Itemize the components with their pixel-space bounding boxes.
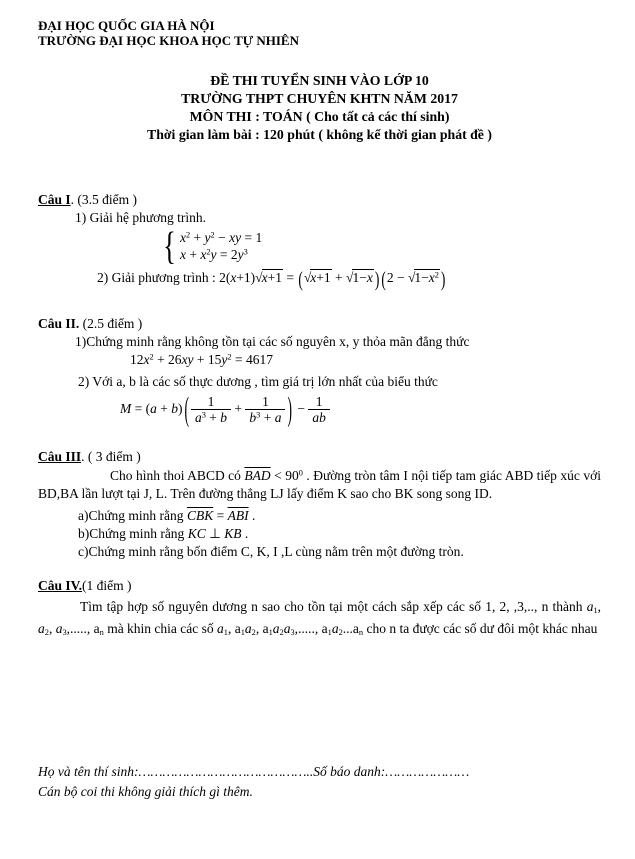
cau-2-points: (2.5 điểm ) (79, 315, 143, 331)
cau-2-item-1: 1)Chứng minh rằng không tồn tại các số nguyên x, y thỏa mãn đẳng thức (75, 334, 470, 350)
cau-3-heading (38, 448, 601, 466)
cau-4-label: Câu IV. (38, 578, 83, 594)
system-equation-1: $x^2 + y^2$ − xy = 1 (179, 230, 263, 246)
system-brace: { (163, 224, 176, 268)
exam-title-block (38, 72, 601, 144)
exam-duration-line: Thời gian làm bài : 120 phút ( không kể thời gian phát đề ) (147, 126, 492, 142)
cau-1-label: Câu I (38, 191, 71, 207)
cau-2-formula-M: M = (a + b) ( $\frac{1}{a^3 + b}$ + $\frac{1}{b^3 + a}$ ) − $\frac{1}{ab}$ (120, 394, 601, 426)
cau-1-item-1: 1) Giải hệ phương trình. (75, 210, 207, 225)
section-cau-1 (38, 191, 601, 289)
cau-3-points: . ( 3 điểm ) (81, 448, 141, 464)
cau-3-item-b: b)Chứng minh rằng KC ⊥ KB . (78, 525, 249, 541)
exam-title-line: ĐỀ THI TUYỂN SINH VÀO LỚP 10 (210, 73, 429, 89)
exam-footer (38, 762, 601, 803)
system-equations (180, 229, 262, 264)
candidate-name-and-id-line: Họ và tên thí sinh:……………………………………..Số báo danh:………………… (38, 764, 470, 779)
cau-3-problem-statement: Cho hình thoi ABCD có $\overline{BAD} < 90^0$ . Đường tròn tâm I nội tiếp tam giác ABD tiếp xúc với BD,BA lần lượt tại J, L. Trên đường thẳng LJ lấy điểm K sao cho BK song song ID. (38, 468, 602, 502)
cau-4-points: (1 điểm ) (82, 578, 132, 594)
cau-4-heading (38, 577, 601, 595)
org-line-2: TRƯỜNG ĐẠI HỌC KHOA HỌC TỰ NHIÊN (38, 32, 299, 48)
cau-2-equation: $12x^2 + 26xy + 15y^2 = 4617$ (130, 352, 273, 368)
cau-1-heading (38, 191, 601, 209)
cau-1-item-2: 2) Giải phương trình : 2(x+1)√x+1 = (√x+1 + √1−x ) ($2 - √1-x^2$ ) (97, 267, 446, 291)
cau-4-problem-statement: Tìm tập hợp số nguyên dương n sao cho tồn tại một cách sắp xếp các số 1, 2, ,3,.., n thành $a_1$, $a_2$, $a_3$,....., $a_n$ mà khin chia các số $a_1$, $a_1a_2$, $a_1a_2a_3$,....., $a_1a_2...a_n$ cho n ta được các số dư đôi một khác nhau (38, 599, 601, 638)
issuing-organization (38, 19, 601, 48)
org-line-1: ĐẠI HỌC QUỐC GIA HÀ NỘI (38, 18, 215, 33)
system-equation-2: $x + x^2y = 2y^3$ (179, 247, 248, 263)
cau-3-subitems (38, 507, 601, 562)
cau-2-item-2: 2) Với a, b là các số thực dương , tìm giá trị lớn nhất của biểu thức (78, 373, 438, 389)
proctor-note-line: Cán bộ coi thi không giải thích gì thêm. (38, 784, 253, 800)
section-cau-4 (38, 577, 601, 639)
exam-subject-line: MÔN THI : TOÁN ( Cho tất cả các thí sinh) (189, 108, 450, 124)
cau-3-item-c: c)Chứng minh rằng bốn điểm C, K, I ,L cùng nằm trên một đường tròn. (78, 543, 464, 559)
section-cau-2 (38, 315, 601, 426)
cau-3-label: Câu III (38, 448, 82, 464)
cau-1-points: . (3.5 điểm ) (70, 191, 138, 207)
cau-2-label: Câu II. (38, 315, 80, 331)
exam-school-line: TRƯỜNG THPT CHUYÊN KHTN NĂM 2017 (181, 91, 458, 107)
section-cau-3 (38, 448, 601, 561)
cau-3-item-a: a)Chứng minh rằng $\overline{CBK} = \overline{ABI}$ . (78, 507, 256, 523)
cau-2-heading (38, 315, 601, 333)
cau-1-equation-system (163, 224, 601, 268)
